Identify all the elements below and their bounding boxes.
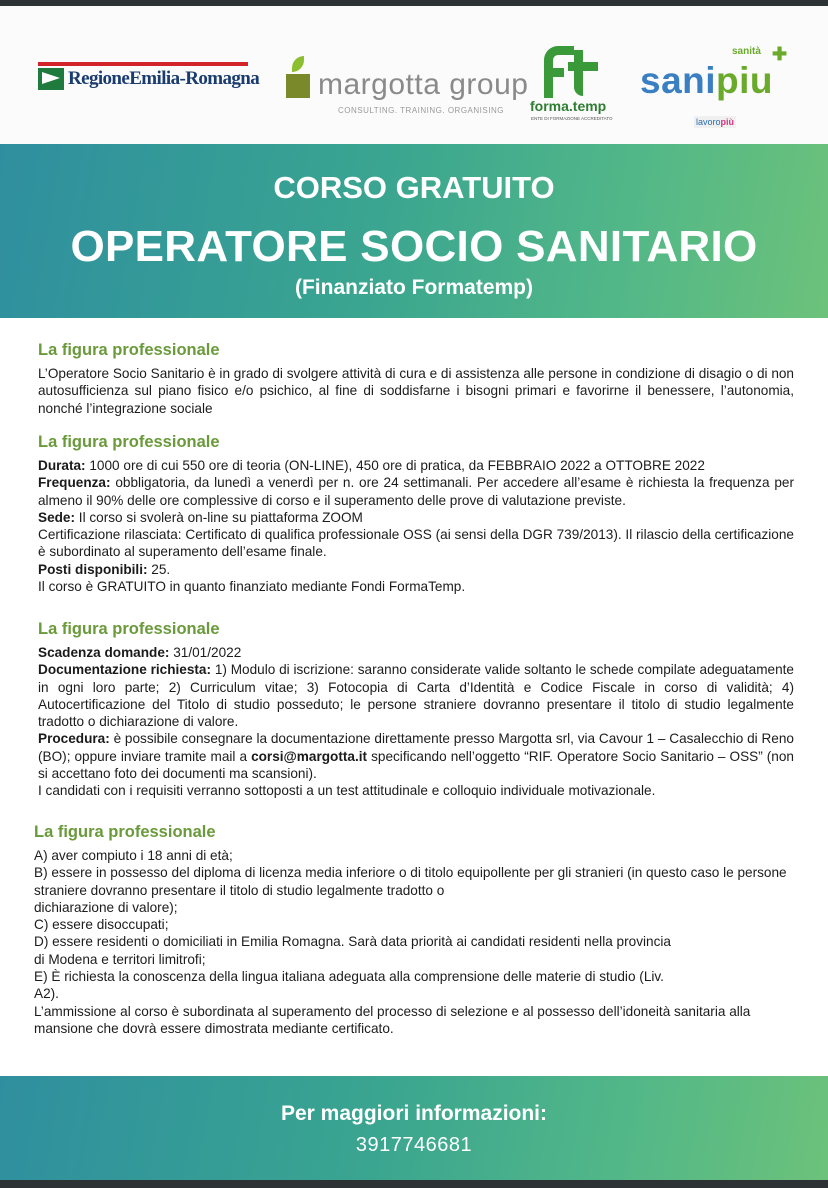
formatemp-logo-name: forma.temp: [530, 98, 607, 114]
requirement-item: dichiarazione di valore);: [34, 899, 178, 915]
sanipiu-wordmark: sanipiu: [640, 60, 774, 101]
requirement-item: C) essere disoccupati;: [34, 917, 169, 933]
admission-note: L’ammissione al corso è subordinata al superamento del processo di selezione e al possesso dell’idoneità sanitaria alla mansione che dovrà essere dimostrata mediante certificato.: [34, 1003, 751, 1036]
ft-monogram-icon: [540, 46, 602, 98]
requirement-item: di Modena e territori limitrofi;: [34, 951, 206, 967]
margotta-logo-name: margotta group: [318, 68, 529, 101]
contact-footer: [0, 1076, 828, 1180]
posti-line: Posti disponibili: 25.: [38, 561, 171, 577]
section-heading: La figura professionale: [34, 823, 216, 841]
logo-red-line: [38, 62, 248, 66]
sprout-icon: [286, 56, 310, 96]
margotta-logo-tagline: CONSULTING. TRAINING. ORGANISING: [338, 106, 504, 115]
sanita-label: sanità: [732, 46, 761, 57]
candidati-line: I candidati con i requisiti verranno sottoposti a un test attitudinale e colloquio individuale motivazionale.: [38, 783, 656, 799]
lavoropiu-badge: lavoropiù: [696, 117, 735, 127]
section-professional-figure: [38, 341, 794, 417]
logo-strip: [0, 6, 828, 144]
section-heading: La figura professionale: [38, 620, 220, 638]
requirement-item: D) essere residenti o domiciliati in Emilia Romagna. Sarà data priorità ai candidati residenti nella provincia: [34, 934, 671, 950]
requirement-item: B) essere in possesso del diploma di licenza media inferiore o di titolo equipollente per gli stranieri (in questo caso le persone straniere dovranno presentare il titolo di studio legalmente tradotto o: [34, 865, 787, 898]
footer-title: Per maggiori informazioni:: [280, 1102, 548, 1125]
gratuito-line: Il corso è GRATUITO in quanto finanziato mediante Fondi FormaTemp.: [38, 579, 466, 595]
certificazione-line: Certificazione rilasciata: Certificato di qualifica professionale OSS (ai sensi della DGR 739/2013). Il rilascio della certificazione è subordinato al superamento dell’esame finale.: [38, 527, 794, 560]
formatemp-logo-tagline: ENTE DI FORMAZIONE ACCREDITATO: [531, 116, 613, 121]
flag-icon: [38, 68, 64, 90]
procedura-line: Procedura: è possibile consegnare la documentazione direttamente presso Margotta srl, via Cavour 1 – Casalecchio di Reno (BO); oppure inviare tramite mail a corsi@margotta.it specificando nell’oggetto “RIF. Operatore Socio Sanitario – OSS” (non si accettano foto dei documenti ma scansioni).: [38, 731, 794, 782]
sede-line: Sede: Il corso si svolerà on-line su piattaforma ZOOM: [38, 509, 363, 525]
requirement-item: A2).: [34, 986, 59, 1002]
section-course-details: [38, 433, 794, 595]
regione-emilia-romagna-logo: [38, 62, 259, 98]
title-banner: [0, 144, 828, 318]
margotta-group-logo: [286, 50, 529, 120]
scadenza-line: Scadenza domande: 31/01/2022: [38, 645, 242, 660]
section-application: [38, 620, 794, 800]
page-title: OPERATORE SOCIO SANITARIO: [70, 222, 758, 271]
section-paragraph: L’Operatore Socio Sanitario è in grado di svolgere attività di cura e di assistenza alle persone in condizione di disagio o di non autosufficienza sul piano fisico e/o psichico, al fine di soddisfarne i bisogni primari e favorirne il benessere, l’autonomia, nonché l’integrazione sociale: [38, 366, 794, 416]
section-heading: La figura professionale: [38, 341, 220, 359]
sanipiu-logo: [640, 46, 800, 136]
requirement-item: A) aver compiuto i 18 anni di età;: [34, 848, 233, 863]
plus-cross-icon: ✚: [772, 44, 788, 64]
durata-line: Durata: 1000 ore di cui 550 ore di teoria (ON-LINE), 450 ore di pratica, da FEBBRAIO 2022 a OTTOBRE 2022: [38, 458, 705, 473]
regione-logo-text: RegioneEmilia-Romagna: [68, 68, 260, 89]
frequenza-line: Frequenza: obbligatoria, da lunedì a venerdì per n. ore 24 settimanali. Per accedere all’esame è richiesta la frequenza per almeno il 90% delle ore complessive di corso e il superamento delle prove di valutazione previste.: [38, 475, 794, 508]
phone-number: 3917746681: [355, 1134, 473, 1156]
banner-funding-note: (Finanziato Formatemp): [294, 276, 533, 299]
requirement-item: E) È richiesta la conoscenza della lingua italiana adeguata alla comprensione delle materie di studio (Liv.: [34, 969, 664, 985]
email-address: corsi@margotta.it: [251, 748, 368, 764]
section-requirements: [34, 823, 790, 1037]
banner-subtitle: CORSO GRATUITO: [273, 170, 555, 205]
documentazione-line: Documentazione richiesta: 1) Modulo di iscrizione: saranno considerate valide soltanto le schede compilate adeguatamente in ogni loro parte; 2) Curriculum vitae; 3) Fotocopia di Carta d’Identità e Codice Fiscale in corso di validità; 4) Autocertificazione del Titolo di studio posseduto; le persone straniere dovranno presentare il titolo di studio legalmente tradotto o dichiarazione di valore.: [38, 662, 794, 730]
section-heading: La figura professionale: [38, 433, 220, 451]
bottom-dark-bar: [0, 1180, 828, 1188]
formatemp-logo: [530, 46, 613, 126]
